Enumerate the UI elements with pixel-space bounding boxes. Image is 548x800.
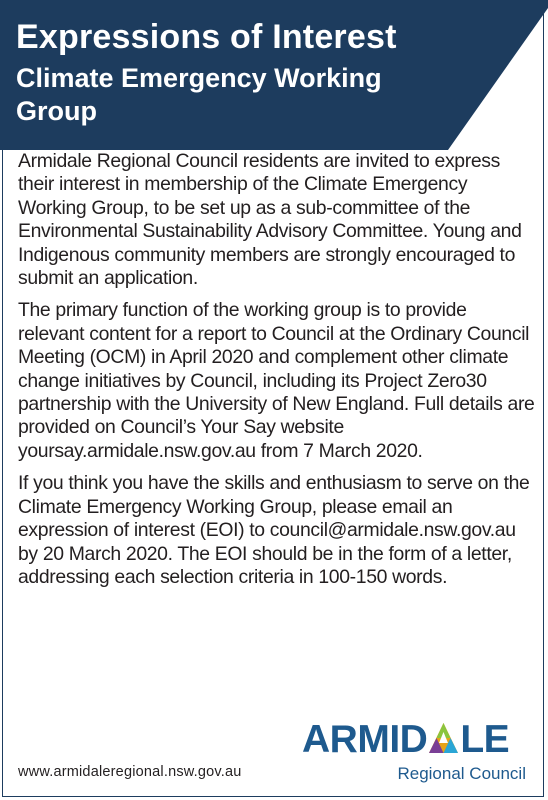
logo-word-right: LE [460, 718, 510, 761]
page-subtitle: Climate Emergency Working Group [16, 63, 382, 126]
armidale-logo [302, 718, 534, 788]
logo-tagline: Regional Council [397, 764, 526, 783]
website-link[interactable]: www.armidaleregional.nsw.gov.au [18, 764, 242, 780]
page-title: Expressions of Interest [16, 18, 397, 56]
paragraph-function: The primary function of the working group is to provide relevant content for a report to Council at the Ordinary Council Meeting (OCM) in April 2020 and complement other climate change initiatives by Council, including its Project Zero30 partnership with the University of New England. Full details are provided on Council’s Your Say website yoursay.armidale.nsw.gov.au from 7 March 2020. [18, 299, 535, 462]
logo-word-left: ARMID [302, 718, 428, 761]
paragraph-how-to-apply: If you think you have the skills and enthusiasm to serve on the Climate Emergency Working Group, please email an expression of interest (EOI) to council@armidale.nsw.gov.au by 20 March 2020. The EOI should be in the form of a letter, addressing each selection criteria in 100-150 words. [18, 472, 530, 588]
paragraph-invitation: Armidale Regional Council residents are invited to express their interest in membership of the Climate Emergency Working Group, to be set up as a sub-committee of the Environmental Sustainability Advisory Committee. Young and Indigenous community members are strongly encouraged to submit an application. [18, 150, 522, 290]
body-text [18, 150, 536, 598]
header-banner [0, 0, 548, 150]
logo-wordmark [302, 718, 509, 762]
logo-a-triangle-icon [428, 721, 459, 755]
